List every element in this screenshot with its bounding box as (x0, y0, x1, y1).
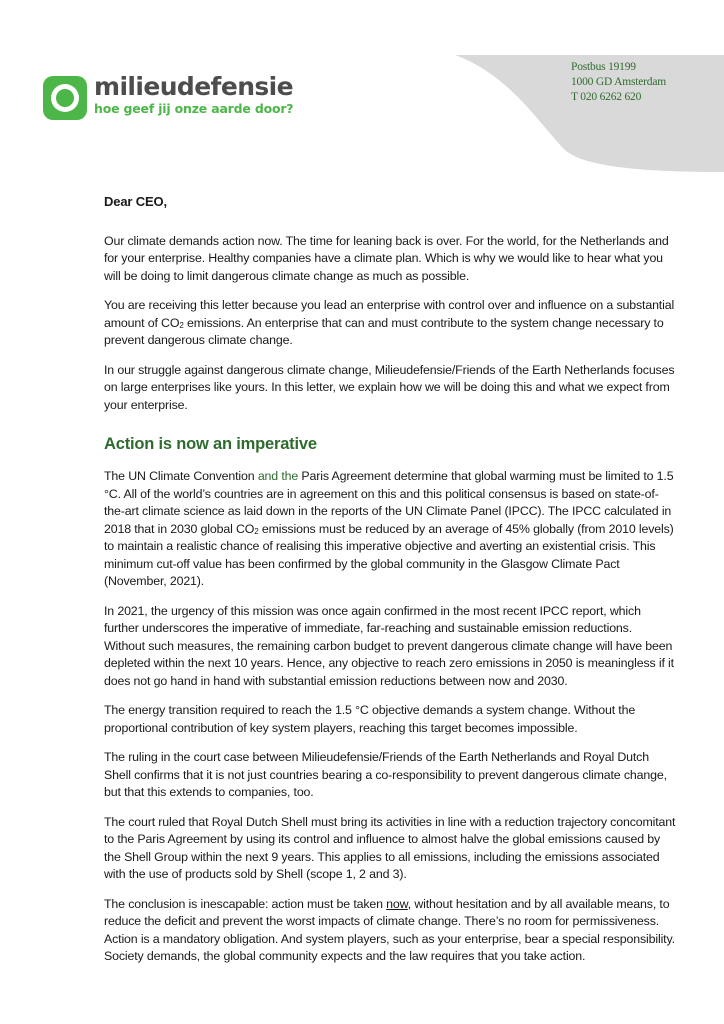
section-paragraph-6 (104, 896, 676, 966)
address-po-box: Postbus 19199 (571, 61, 636, 73)
section-paragraph-1-text-a: The UN Climate Convention (104, 469, 258, 483)
salutation: Dear CEO, (104, 194, 167, 209)
intro-paragraph-2 (104, 297, 676, 350)
underlined-now: now (386, 896, 408, 911)
section-paragraph-3: The energy transition required to reach the 1.5 °C objective demands a system change. Without the proportional contribution of key system players, reaching this target becomes impossible. (104, 703, 636, 735)
section-paragraph-1-text-b: Paris Agreement determine that global warming must be limited to 1.5 °C. All of the world’s countries are in agreement on this and this political consensus is based on state-of-the-art climate science as laid down in the reports of the UN Climate Panel (IPCC). The IPCC calculated in 2018 that in 2030 global CO (104, 469, 674, 536)
logo-tagline: hoe geef jij onze aarde door? (94, 101, 294, 116)
intro-paragraph-2-text-b: emissions. An enterprise that can and must contribute to the system change necessary to prevent dangerous climate change. (104, 315, 664, 347)
section-paragraph-1-text-c: emissions must be reduced by an average of 45% globally (from 2010 levels) to maintain a realistic chance of realising this imperative objective and averting an existential crisis. This minimum cut-off value has been confirmed by the global community in the Glasgow Climate Pact (November, 2021). (104, 521, 674, 588)
intro-paragraph-2-text-a: You are receiving this letter because you lead an enterprise with control over and influence on a substantial amount of CO (104, 298, 675, 330)
section-paragraph-2: In 2021, the urgency of this mission was once again confirmed in the most recent IPCC report, which further underscores the imperative of immediate, far-reaching and sustainable emission reductions. Without such measures, the remaining carbon budget to prevent dangerous climate change will have been depleted within the next 10 years. Hence, any objective to reach zero emissions in 2050 is meaningless if it does not go hand in hand with substantial emission reductions between now and 2030. (104, 603, 674, 688)
section-paragraph-6-text-a: The conclusion is inescapable: action must be taken (104, 896, 387, 911)
section-paragraph-1 (104, 468, 676, 591)
address-city: 1000 GD Amsterdam (571, 76, 666, 88)
letter-body (104, 193, 676, 978)
section-paragraph-1-green-text: and the (257, 469, 299, 483)
intro-paragraph-3: In our struggle against dangerous climate change, Milieudefensie/Friends of the Earth Netherlands focuses on large enterprises like yours. In this letter, we explain how we will be doing this and what we expect from your enterprise. (104, 362, 675, 412)
address-phone: T 020 6262 620 (571, 91, 642, 103)
section-heading: Action is now an imperative (104, 435, 317, 453)
letterhead-address (571, 60, 666, 105)
logo-ring-icon (42, 75, 88, 121)
section-paragraph-5: The court ruled that Royal Dutch Shell must bring its activities in line with a reduction trajectory concomitant to the Paris Agreement by using its control and influence to almost halve the global emissions caused by the Shell Group within the next 9 years. This applies to all emissions, including the emissions associated with the use of products sold by Shell (scope 1, 2 and 3). (104, 814, 676, 881)
co2-subscript: 2 (254, 526, 259, 536)
intro-paragraph-1: Our climate demands action now. The time for leaning back is over. For the world, for the Netherlands and for your enterprise. Healthy companies have a climate plan. Which is why we would like to hear what you will be doing to limit dangerous climate change as much as possible. (104, 233, 669, 283)
logo-brand-name: milieudefensie (94, 72, 293, 101)
section-paragraph-6-text-b: , without hesitation and by all available means, to reduce the deficit and prevent the worst impacts of climate change. There’s no room for permissiveness. Action is a mandatory obligation. And system players, such as your enterprise, bear a special responsibility. Society demands, the global community expects and the law requires that you take action. (104, 896, 675, 963)
section-paragraph-4: The ruling in the court case between Milieudefensie/Friends of the Earth Netherlands and Royal Dutch Shell confirms that it is not just countries bearing a co-responsibility to prevent dangerous climate change, but that this extends to companies, too. (104, 750, 667, 799)
co2-subscript: 2 (179, 320, 184, 330)
